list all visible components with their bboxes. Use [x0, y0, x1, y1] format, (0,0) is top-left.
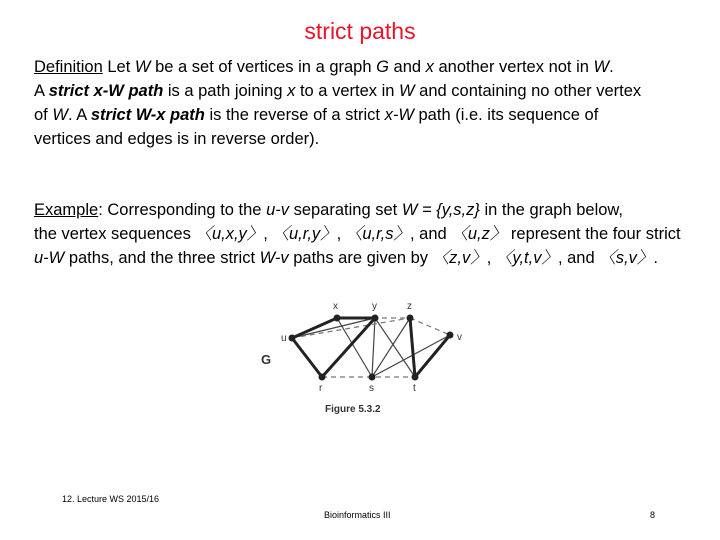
math-x: x: [425, 58, 434, 76]
text: paths are given by: [288, 249, 433, 267]
text: and: [388, 58, 426, 76]
sequence: 〈u,r,s〉: [345, 225, 411, 243]
text: Let: [102, 58, 135, 76]
definition-paragraph: [34, 55, 694, 151]
vertex-y: [372, 315, 379, 322]
math-W: W: [134, 58, 151, 76]
text: .: [609, 58, 614, 76]
graph-name-label: G: [261, 352, 272, 367]
graph-figure: [225, 290, 495, 430]
example-paragraph: [34, 198, 694, 270]
math-W-v: W-v: [259, 249, 289, 267]
text: vertices and edges is in reverse order).: [34, 130, 320, 148]
label-v: v: [457, 332, 462, 343]
label-t: t: [413, 383, 416, 394]
text: , and: [410, 225, 452, 243]
text: is the reverse of a strict: [204, 106, 385, 124]
slide-title: strict paths: [304, 18, 416, 44]
text: . A: [67, 106, 91, 124]
label-z: z: [407, 301, 412, 312]
math-W: W: [399, 82, 415, 100]
edge-u-z-dashed: [292, 318, 410, 338]
text: A: [34, 82, 49, 100]
math-x: x: [287, 82, 296, 100]
vertex-v: [447, 332, 454, 339]
sequence: 〈u,z〉: [451, 225, 507, 243]
math-x-W: x-W: [384, 106, 414, 124]
text: ,: [486, 249, 496, 267]
math-W: W: [593, 58, 610, 76]
text: in the graph below,: [479, 201, 624, 219]
text: , and: [557, 249, 600, 267]
vertex-t: [412, 374, 419, 381]
math-u-v: u-v: [266, 201, 289, 219]
math-separating-set: W = {y,s,z}: [401, 201, 480, 219]
sequence: 〈s,v〉: [599, 249, 654, 267]
label-r: r: [319, 383, 323, 394]
label-x: x: [333, 301, 338, 312]
text: and containing no other vertex: [414, 82, 642, 100]
text: be a set of vertices in a graph: [150, 58, 377, 76]
example-label: Example: [34, 201, 99, 219]
label-s: s: [369, 383, 374, 394]
definition-label: Definition: [34, 58, 103, 76]
text: of: [34, 106, 53, 124]
graph-svg: [225, 290, 495, 430]
edge-z-s: [372, 318, 410, 377]
text: .: [653, 249, 658, 267]
text: represent the four strict: [506, 225, 681, 243]
text: paths, and the three strict: [64, 249, 260, 267]
label-u: u: [281, 333, 287, 344]
text: separating set: [288, 201, 402, 219]
text: the vertex sequences: [34, 225, 196, 243]
vertex-x: [334, 315, 341, 322]
text: path (i.e. its sequence of: [413, 106, 599, 124]
term-strict-w-x-path: strict W-x path: [90, 106, 205, 124]
text: to a vertex in: [295, 82, 400, 100]
edge-y-s: [372, 318, 375, 377]
vertex-z: [407, 315, 414, 322]
edge-y-t: [375, 318, 415, 377]
sequence: 〈u,r,y〉: [272, 225, 337, 243]
vertex-s: [369, 374, 376, 381]
text: ,: [336, 225, 346, 243]
vertex-u: [289, 335, 296, 342]
text: is a path joining: [163, 82, 288, 100]
page-number: 8: [650, 510, 656, 520]
text: : Corresponding to the: [98, 201, 267, 219]
footer-course: Bioinformatics III: [324, 510, 391, 520]
path-u-r-y: [292, 318, 375, 377]
sequence: 〈y,t,v〉: [495, 249, 558, 267]
term-strict-x-w-path: strict x-W path: [48, 82, 164, 100]
text: ,: [263, 225, 273, 243]
figure-caption: Figure 5.3.2: [325, 404, 381, 415]
sequence: 〈z,v〉: [432, 249, 487, 267]
text: another vertex not in: [433, 58, 594, 76]
math-G: G: [376, 58, 389, 76]
label-y: y: [372, 301, 377, 312]
math-u-W: u-W: [34, 249, 65, 267]
sequence: 〈u,x,y〉: [195, 225, 264, 243]
footer-lecture: 12. Lecture WS 2015/16: [62, 494, 160, 504]
edge-z-v-dashed: [410, 318, 450, 335]
math-W: W: [52, 106, 68, 124]
vertex-r: [319, 374, 326, 381]
